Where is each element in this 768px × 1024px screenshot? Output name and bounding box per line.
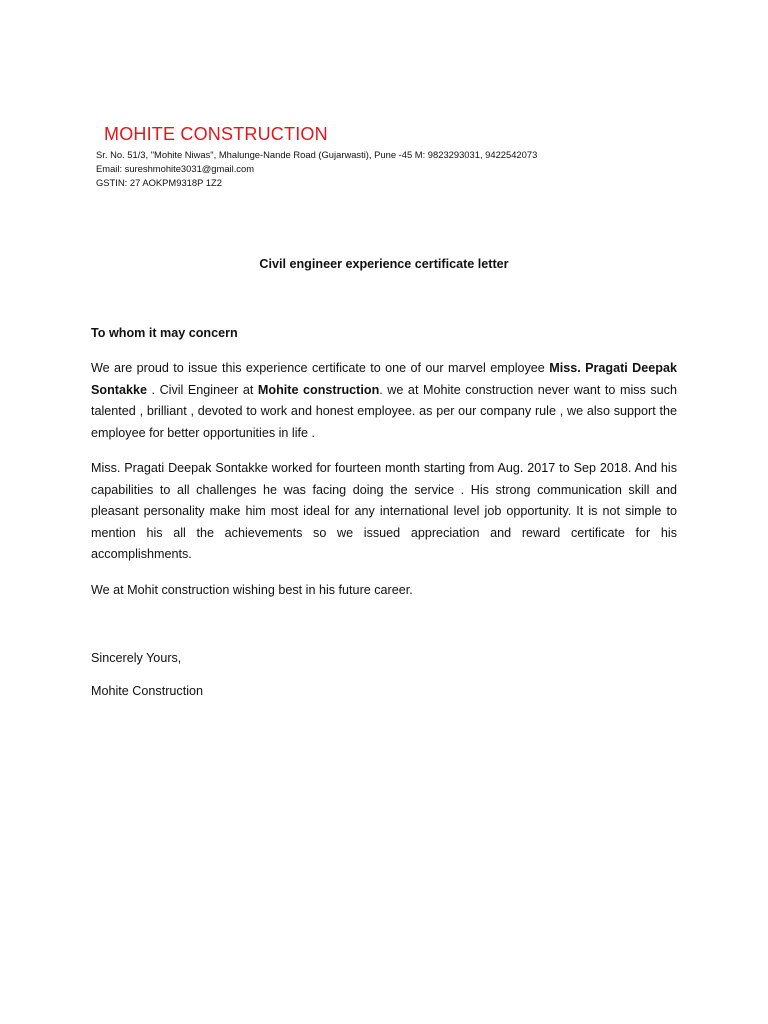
paragraph-1-role: . Civil Engineer at [147, 382, 258, 397]
salutation: To whom it may concern [91, 326, 238, 340]
signature: Mohite Construction [91, 684, 203, 698]
company-name: MOHITE CONSTRUCTION [104, 124, 328, 144]
letter-title: Civil engineer experience certificate letter [259, 257, 509, 271]
paragraph-1-intro: We are proud to issue this experience certificate to one of our marvel employee [91, 361, 550, 375]
company-email: Email: sureshmohite3031@gmail.com [96, 163, 255, 174]
company-address: Sr. No. 51/3, "Mohite Niwas", Mhalunge-Nande Road (Gujarwasti), Pune -45 M: 9823293031, 9422542073 [96, 149, 538, 160]
paragraph-1 [91, 358, 677, 444]
paragraph-2: Miss. Pragati Deepak Sontakke worked for fourteen month starting from Aug. 2017 to Sep 2018. And his capabilities to all challenges he was facing doing the service . His strong communication skill and pleasant personality make him most ideal for any international level job opportunity. It is not simple to mention his all the achievements so we issued appreciation and reward certificate for his accomplishments. [91, 461, 677, 562]
paragraph-3: We at Mohit construction wishing best in his future career. [91, 583, 413, 597]
employee-name: Miss. Pragati Deepak Sontakke [91, 361, 677, 397]
closing: Sincerely Yours, [91, 651, 182, 665]
company-name-inline: Mohite construction [257, 382, 380, 397]
paragraph-1-rest: . we at Mohite construction never want to miss such talented , brilliant , devoted to work and honest employee. as per our company rule , we also support the employee for better opportunities in life . [91, 382, 677, 440]
company-gstin: GSTIN: 27 AOKPM9318P 1Z2 [96, 177, 222, 188]
